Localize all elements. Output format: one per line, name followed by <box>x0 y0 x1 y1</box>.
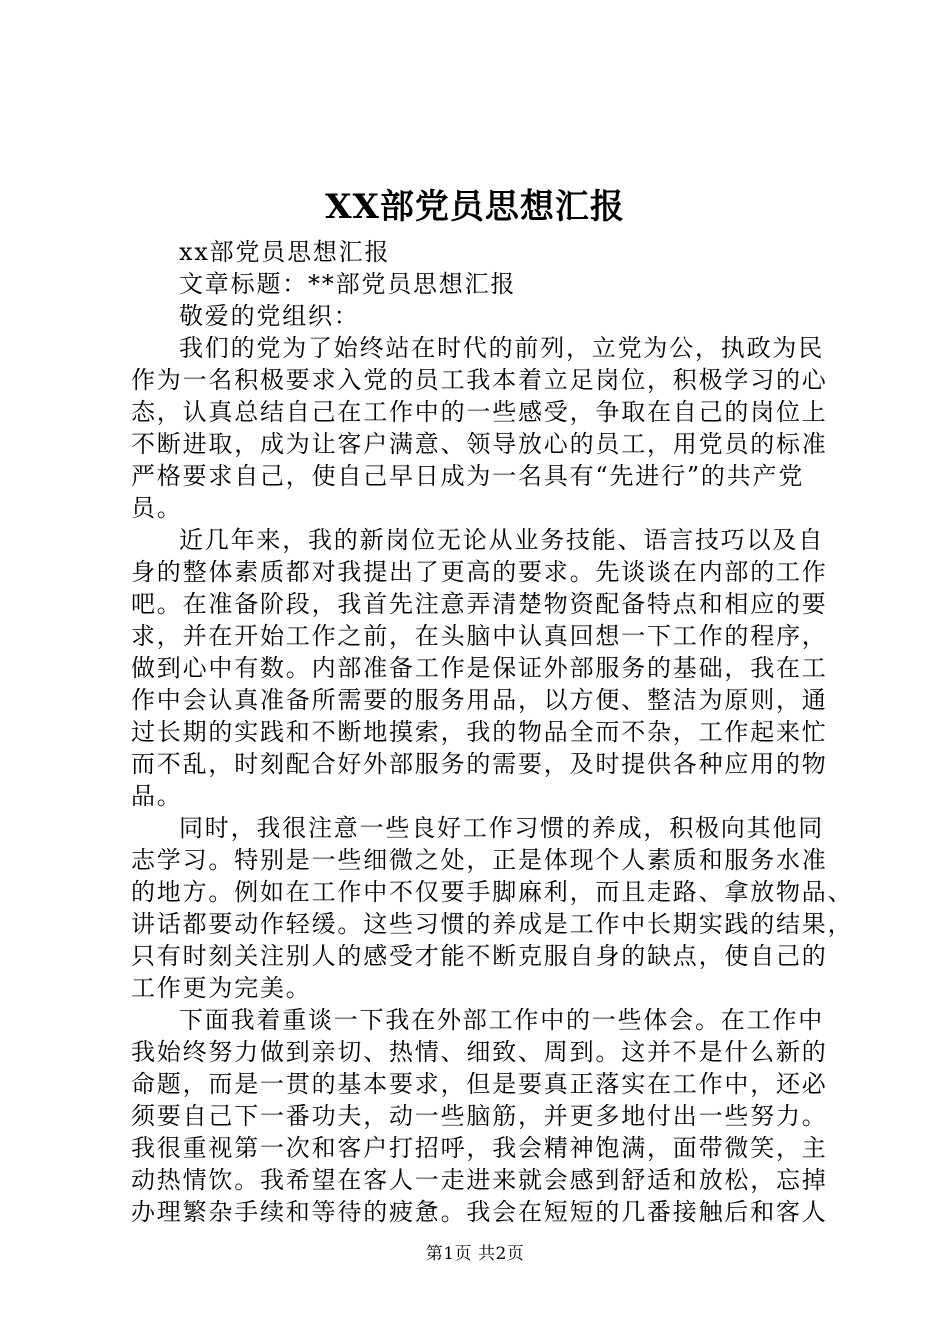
paragraph-line: 讲话都要动作轻缓。这些习惯的养成是工作中长期实践的结果， <box>131 910 854 938</box>
paragraph-4 <box>131 1004 831 1228</box>
paragraph-line: 命题，而是一贯的基本要求，但是要真正落实在工作中，还必 <box>131 1070 828 1098</box>
paragraph-line: 下面我着重谈一下我在外部工作中的一些体会。在工作中 <box>179 1006 824 1034</box>
paragraph-line: 只有时刻关注别人的感受才能不断克服自身的缺点，使自己的 <box>131 942 828 970</box>
paragraph-line: 吧。在准备阶段，我首先注意弄清楚物资配备特点和相应的要 <box>131 590 828 618</box>
paragraph-line: 须要自己下一番功夫，动一些脑筋，并更多地付出一些努力。 <box>131 1102 828 1130</box>
page-number-footer: 第1页 共2页 <box>425 1244 525 1264</box>
paragraph-line: 同时，我很注意一些良好工作习惯的养成，积极向其他同 <box>179 814 824 842</box>
paragraph-line: 工作更为完美。 <box>131 974 312 1002</box>
paragraph-line: 办理繁杂手续和等待的疲惫。我会在短短的几番接触后和客人 <box>131 1198 828 1226</box>
document-title: XX部党员思想汇报 <box>325 187 625 227</box>
paragraph-line: 近几年来，我的新岗位无论从业务技能、语言技巧以及自 <box>179 526 824 554</box>
paragraph-line: 态，认真总结自己在工作中的一些感受，争取在自己的岗位上 <box>131 398 828 426</box>
paragraph-line: 作为一名积极要求入党的员工我本着立足岗位，积极学习的心 <box>131 366 828 394</box>
paragraph-1 <box>131 332 831 524</box>
paragraph-line: 动热情饮。我希望在客人一走进来就会感到舒适和放松，忘掉 <box>131 1166 828 1194</box>
paragraph-line: 品。 <box>131 782 183 810</box>
paragraph-line: 做到心中有数。内部准备工作是保证外部服务的基础，我在工 <box>131 654 828 682</box>
document-body <box>131 236 854 1228</box>
paragraph-line: 求，并在开始工作之前，在头脑中认真回想一下工作的程序， <box>131 622 828 650</box>
paragraph-line: 员。 <box>131 494 183 522</box>
paragraph-line: 身的整体素质都对我提出了更高的要求。先谈谈在内部的工作 <box>131 558 828 586</box>
paragraph-line: 作中会认真准备所需要的服务用品，以方便、整洁为原则，通 <box>131 686 828 714</box>
paragraph-3 <box>131 812 854 1004</box>
subtitle-line: xx部党员思想汇报 <box>179 238 391 266</box>
paragraph-line: 不断进取，成为让客户满意、领导放心的员工，用党员的标准 <box>131 430 828 458</box>
article-title-line: 文章标题：**部党员思想汇报 <box>179 270 517 298</box>
salutation-line: 敬爱的党组织： <box>179 302 360 330</box>
paragraph-line: 的地方。例如在工作中不仅要手脚麻利，而且走路、拿放物品、 <box>131 878 854 906</box>
paragraph-line: 我们的党为了始终站在时代的前列，立党为公，执政为民 <box>179 334 824 362</box>
paragraph-line: 严格要求自己，使自己早日成为一名具有“先进行”的共产党 <box>131 462 805 490</box>
paragraph-line: 而不乱，时刻配合好外部服务的需要，及时提供各种应用的物 <box>131 750 828 778</box>
paragraph-2 <box>131 524 831 812</box>
paragraph-line: 我很重视第一次和客户打招呼，我会精神饱满，面带微笑，主 <box>131 1134 828 1162</box>
paragraph-line: 过长期的实践和不断地摸索，我的物品全而不杂，工作起来忙 <box>131 718 828 746</box>
paragraph-line: 我始终努力做到亲切、热情、细致、周到。这并不是什么新的 <box>131 1038 828 1066</box>
paragraph-line: 志学习。特别是一些细微之处，正是体现个人素质和服务水准 <box>131 846 828 874</box>
